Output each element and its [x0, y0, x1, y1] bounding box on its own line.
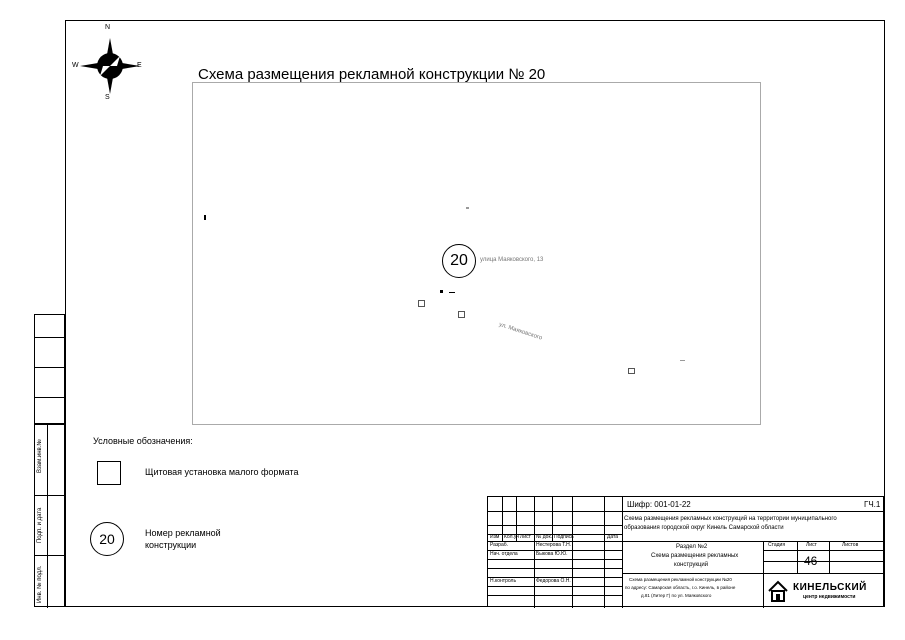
legend-number-symbol-text: 20 [99, 531, 115, 547]
name-developer: Нестерова Т.Н. [536, 542, 572, 548]
construction-marker-20[interactable] [442, 244, 476, 278]
legend-number-label-1: Номер рекламной [145, 528, 221, 538]
col-list: Лист [520, 534, 531, 540]
compass-south-label: S [105, 94, 110, 101]
sheet-label: Лист [806, 542, 817, 548]
name-head: Быкова Ю.Ю. [536, 551, 568, 557]
street-label-2: ул. Маяковского [498, 322, 543, 342]
side-stamp-bottom [34, 424, 65, 607]
section-line-2: Схема размещения рекламных [651, 553, 739, 559]
role-control: Н.контроль [490, 578, 517, 584]
inv-replace-label: Взам.инв.№ [37, 439, 43, 473]
col-izm: Изм [490, 534, 500, 540]
compass-east-label: E [137, 62, 142, 69]
map-speck [458, 311, 465, 318]
desc-line-1: Схема размещения рекламной конструкции №20 [629, 577, 732, 582]
section-line-1: Раздел №2 [676, 544, 708, 550]
compass-north-label: N [105, 24, 111, 31]
legend-billboard-label: Щитовая установка малого формата [145, 467, 299, 477]
stage-label: Стадия [768, 542, 786, 548]
sheet-number: 46 [804, 554, 818, 568]
compass-west-label: W [72, 62, 79, 69]
company-name: КИНЕЛЬСКИЙ [793, 582, 867, 593]
inv-orig-label: Инв. № подл. [37, 565, 43, 603]
desc-line-3: д.81 (Литер Г) по ул. Маяковского [641, 593, 712, 598]
compass-rose [72, 24, 145, 102]
sheets-label: Листов [842, 542, 859, 548]
map-speck [449, 292, 455, 293]
map-speck [466, 207, 469, 209]
map-speck [418, 300, 425, 307]
project-line-1: Схема размещения рекламных конструкций на территории муниципального [624, 516, 837, 522]
col-sign: Подпись [554, 534, 574, 540]
cipher: Шифр: 001-01-22 [627, 500, 691, 509]
map-speck [440, 290, 443, 293]
col-kolvo: Кол.уч [504, 534, 519, 540]
role-developer: Разраб. [490, 542, 509, 548]
map-speck [628, 368, 635, 374]
street-label: улица Маяковского, 13 [480, 257, 544, 263]
legend-number-symbol [90, 522, 124, 556]
sign-date-label: Подп. и дата [37, 507, 43, 543]
role-head: Нач. отдела [490, 551, 518, 557]
map-speck [204, 215, 206, 220]
company-logo [767, 578, 881, 604]
project-line-2: образования городской округ Кинель Самарской области [624, 525, 784, 531]
sheet-code: ГЧ.1 [864, 500, 881, 509]
company-sub: центр недвижимости [803, 594, 856, 600]
col-date: Дата [607, 534, 619, 540]
desc-line-2: по адресу: Самарская область, г.о. Кинель, в районе [625, 585, 736, 590]
map-area [192, 82, 761, 425]
legend-billboard-symbol [97, 461, 121, 485]
title-block [487, 496, 884, 607]
legend-number-label-2: конструкции [145, 540, 197, 550]
name-control: Федорова О.Н. [536, 578, 571, 584]
section-line-3: конструкций [674, 562, 709, 568]
page-title: Схема размещения рекламной конструкции № 20 [198, 66, 546, 83]
map-speck [680, 360, 685, 361]
legend-title: Условные обозначения: [93, 436, 193, 446]
col-ndoc: № док. [536, 534, 553, 540]
marker-number: 20 [450, 252, 468, 269]
side-stamp-top [34, 314, 65, 424]
